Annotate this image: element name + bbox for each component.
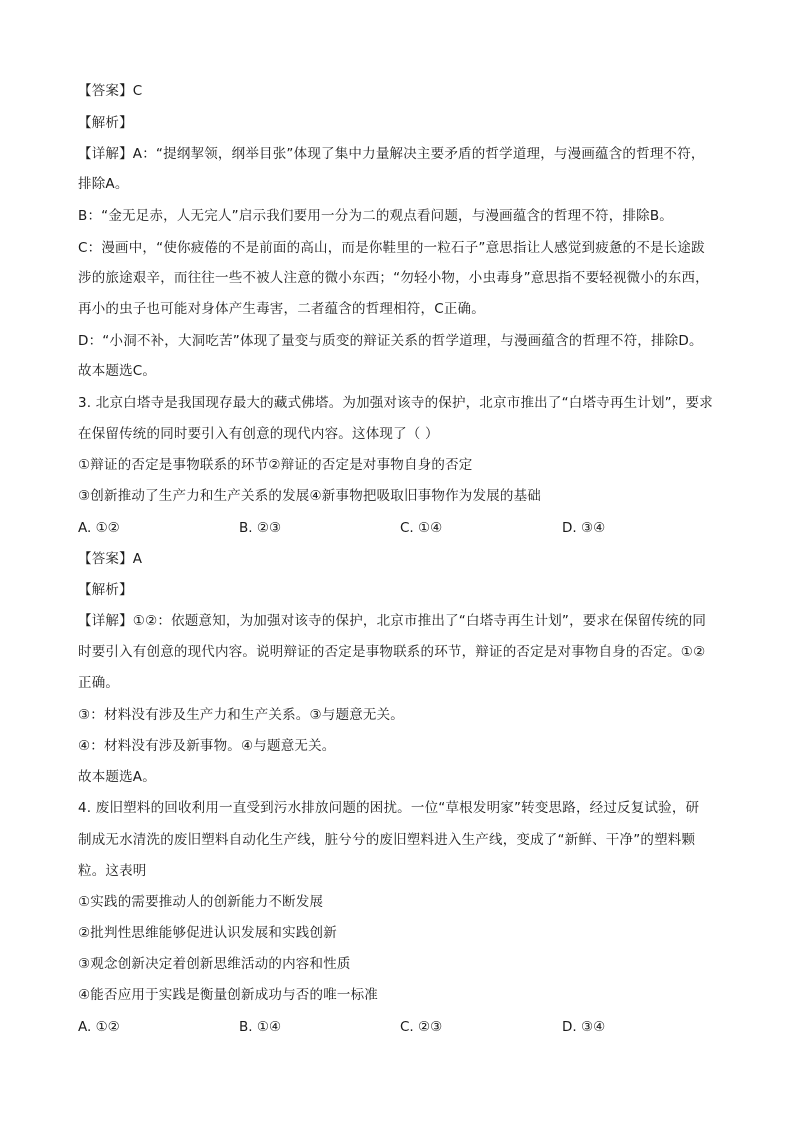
q4-stem-line: 4. 废旧塑料的回收利用一直受到污水排放问题的困扰。一位“草根发明家”转变思路，经过反复试验，研 xyxy=(78,800,700,816)
q2-detail-line: B：“金无足赤，人无完人”启示我们要用一分为二的观点看问题，与漫画蕴含的哲理不符，排除B。 xyxy=(78,208,674,224)
q4-option-c: C. ②③ xyxy=(400,1019,443,1035)
q2-detail-line: C：漫画中，“使你疲倦的不是前面的高山，而是你鞋里的一粒石子”意思指让人感觉到疲惫的不是长途跋 xyxy=(78,240,705,256)
q4-option-d: D. ③④ xyxy=(562,1019,606,1035)
q3-answer: 【答案】A xyxy=(78,551,143,567)
q4-stem-line: 制成无水清洗的废旧塑料自动化生产线，脏兮兮的废旧塑料进入生产线，变成了“新鲜、干净”的塑料颗 xyxy=(78,832,696,848)
q4-option-b: B. ①④ xyxy=(239,1019,282,1035)
q3-statement: ①辩证的否定是事物联系的环节②辩证的否定是对事物自身的否定 xyxy=(78,457,473,473)
q3-analysis-heading: 【解析】 xyxy=(78,582,133,598)
q3-option-c: C. ①④ xyxy=(400,520,443,536)
q2-detail-line: 再小的虫子也可能对身体产生毒害，二者蕴含的哲理相符，C正确。 xyxy=(78,301,485,317)
q4-statement: ③观念创新决定着创新思维活动的内容和性质 xyxy=(78,956,351,972)
q3-detail-line: ③：材料没有涉及生产力和生产关系。③与题意无关。 xyxy=(78,707,405,723)
q4-statement: ④能否应用于实践是衡量创新成功与否的唯一标准 xyxy=(78,987,379,1003)
q3-detail-line: ④：材料没有涉及新事物。④与题意无关。 xyxy=(78,738,336,754)
q4-stem-line: 粒。这表明 xyxy=(78,863,147,879)
q3-stem-line: 3. 北京白塔寺是我国现存最大的藏式佛塔。为加强对该寺的保护，北京市推出了“白塔寺再生计划”，要求 xyxy=(78,395,713,411)
q4-statement: ②批判性思维能够促进认识发展和实践创新 xyxy=(78,925,337,941)
q3-option-a: A. ①② xyxy=(78,520,120,536)
q2-detail-line: 涉的旅途艰辛，而往往一些不被人注意的微小东西；“勿轻小物，小虫毒身”意思指不要轻视微小的东西， xyxy=(78,270,709,286)
q3-detail-line: 正确。 xyxy=(78,675,120,691)
q2-analysis-heading: 【解析】 xyxy=(78,115,133,131)
q3-stem-line: 在保留传统的同时要引入有创意的现代内容。这体现了（ ） xyxy=(78,426,439,442)
q2-answer: 【答案】C xyxy=(78,83,143,99)
q3-statement: ③创新推动了生产力和生产关系的发展④新事物把吸取旧事物作为发展的基础 xyxy=(78,488,542,504)
q3-option-b: B. ②③ xyxy=(239,520,282,536)
q3-option-d: D. ③④ xyxy=(562,520,606,536)
q2-detail-line: 排除A。 xyxy=(78,176,129,192)
q2-detail-line: 故本题选C。 xyxy=(78,363,157,379)
q3-detail-line: 【详解】①②：依题意知，为加强对该寺的保护，北京市推出了“白塔寺再生计划”，要求在保留传统的同 xyxy=(78,613,707,629)
q3-detail-line: 故本题选A。 xyxy=(78,769,156,785)
q2-detail-line: D：“小洞不补，大洞吃苦”体现了量变与质变的辩证关系的哲学道理，与漫画蕴含的哲理不符，排除D。 xyxy=(78,333,703,349)
q4-statement: ①实践的需要推动人的创新能力不断发展 xyxy=(78,894,324,910)
q3-detail-line: 时要引入有创意的现代内容。说明辩证的否定是事物联系的环节，辩证的否定是对事物自身的否定。①② xyxy=(78,644,706,660)
q2-detail-line: 【详解】A：“提纲挈领，纲举目张”体现了集中力量解决主要矛盾的哲学道理，与漫画蕴含的哲理不符， xyxy=(78,146,705,162)
q4-option-a: A. ①② xyxy=(78,1019,120,1035)
